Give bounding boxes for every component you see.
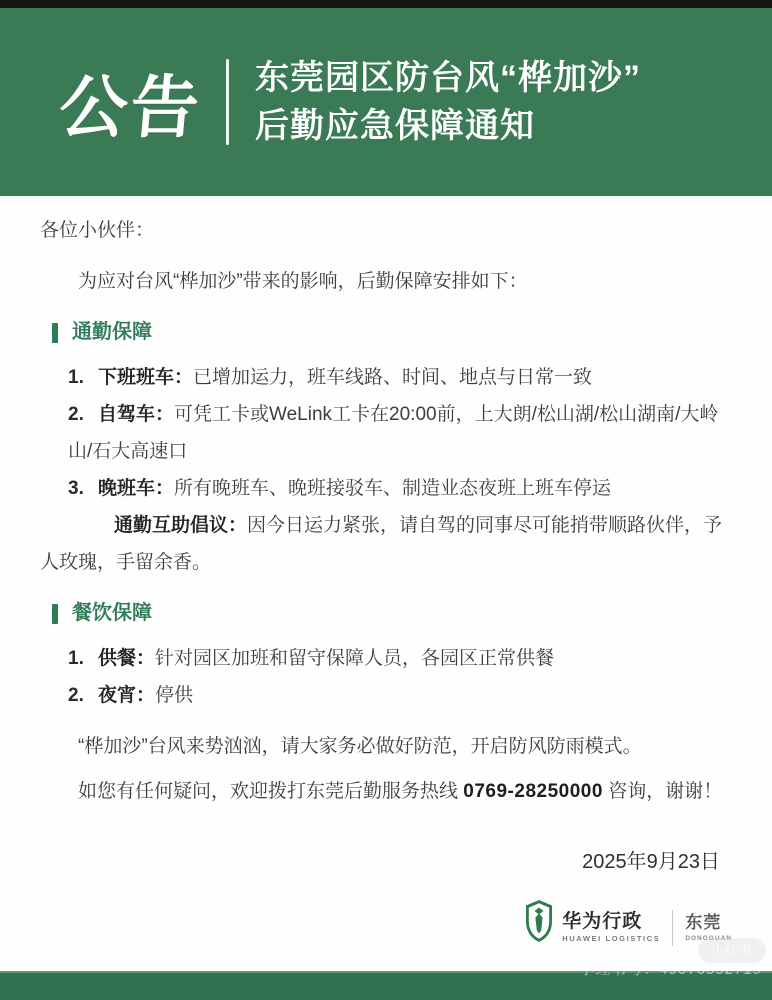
notice-date: 2025年9月23日: [582, 851, 720, 873]
section-bar-icon: [52, 604, 58, 624]
commute-list: [40, 359, 732, 581]
region-name-en: DONGGUAN: [685, 934, 732, 942]
notice-title: [255, 54, 641, 150]
section-heading-dining: [40, 595, 732, 632]
section-heading-commute: [40, 314, 732, 351]
notice-body: [0, 212, 772, 956]
carpool-initiative-note: [40, 507, 732, 581]
notice-title-line1: 东莞园区防台风“桦加沙”: [255, 59, 642, 97]
brand-block: [562, 912, 660, 943]
item-text: 可凭工卡或WeLink工卡在20:00前，上大朗/松山湖/松山湖南/大岭山/石大高速口: [68, 404, 719, 462]
xiaohongshu-watermark-badge: 小红书: [698, 938, 766, 963]
note-label: 通勤互助倡议：: [114, 515, 248, 536]
banner: [0, 8, 772, 196]
list-item: [68, 470, 732, 507]
huawei-logistics-shield-icon: [524, 899, 554, 956]
item-number: 1.: [68, 648, 84, 669]
item-text: 针对园区加班和留守保障人员，各园区正常供餐: [155, 648, 555, 669]
notice-title-line2: 后勤应急保障通知: [255, 107, 536, 145]
item-text: 停供: [155, 685, 194, 706]
xiaohongshu-id-watermark: 小红书号：49076552719: [579, 961, 762, 978]
item-text: 已增加运力，班车线路、时间、地点与日常一致: [193, 367, 593, 388]
hotline-number: 0769-28250000: [463, 781, 603, 802]
item-number: 2.: [68, 685, 84, 706]
hotline-prefix: 如您有任何疑问，欢迎拨打东莞后勤服务热线: [78, 781, 464, 802]
top-dark-strip: [0, 0, 772, 8]
list-item: [68, 359, 732, 396]
item-label: 晚班车：: [98, 478, 175, 499]
closing-hotline-line: [40, 773, 732, 810]
item-label: 自驾车：: [98, 404, 175, 425]
item-label: 下班班车：: [98, 367, 194, 388]
section-bar-icon: [52, 323, 58, 343]
item-label: 供餐：: [98, 648, 156, 669]
brand-name-cn: 华为行政: [562, 911, 643, 933]
banner-divider: [226, 59, 229, 145]
announcement-badge: 公告: [56, 69, 205, 146]
footer-logo: [40, 899, 732, 956]
intro-paragraph: 为应对台风“桦加沙”带来的影响，后勤保障安排如下：: [78, 271, 528, 292]
region-name-cn: 东莞: [685, 912, 722, 932]
list-item: [68, 640, 732, 677]
item-label: 夜宵：: [98, 685, 156, 706]
logo-separator: [672, 910, 673, 946]
item-number: 1.: [68, 367, 84, 388]
list-item: [68, 396, 732, 470]
section-heading-dining-label: 餐饮保障: [72, 602, 152, 624]
section-heading-commute-label: 通勤保障: [72, 321, 152, 343]
brand-name-en: HUAWEI LOGISTICS: [562, 934, 661, 944]
note-text: 因今日运力紧张，请自驾的同事尽可能捎带顺路伙伴，予人玫瑰，手留余香。: [40, 515, 723, 573]
list-item: [68, 677, 732, 714]
banner-inner: [0, 54, 641, 151]
item-text: 所有晚班车、晚班接驳车、制造业态夜班上班车停运: [174, 478, 612, 499]
hotline-suffix: 咨询，谢谢！: [602, 781, 723, 802]
dining-list: [40, 640, 732, 714]
greeting: 各位小伙伴：: [40, 220, 155, 241]
item-number: 3.: [68, 478, 84, 499]
closing-warning: “桦加沙”台风来势汹汹，请大家务必做好防范，开启防风防雨模式。: [78, 736, 642, 757]
item-number: 2.: [68, 404, 84, 425]
